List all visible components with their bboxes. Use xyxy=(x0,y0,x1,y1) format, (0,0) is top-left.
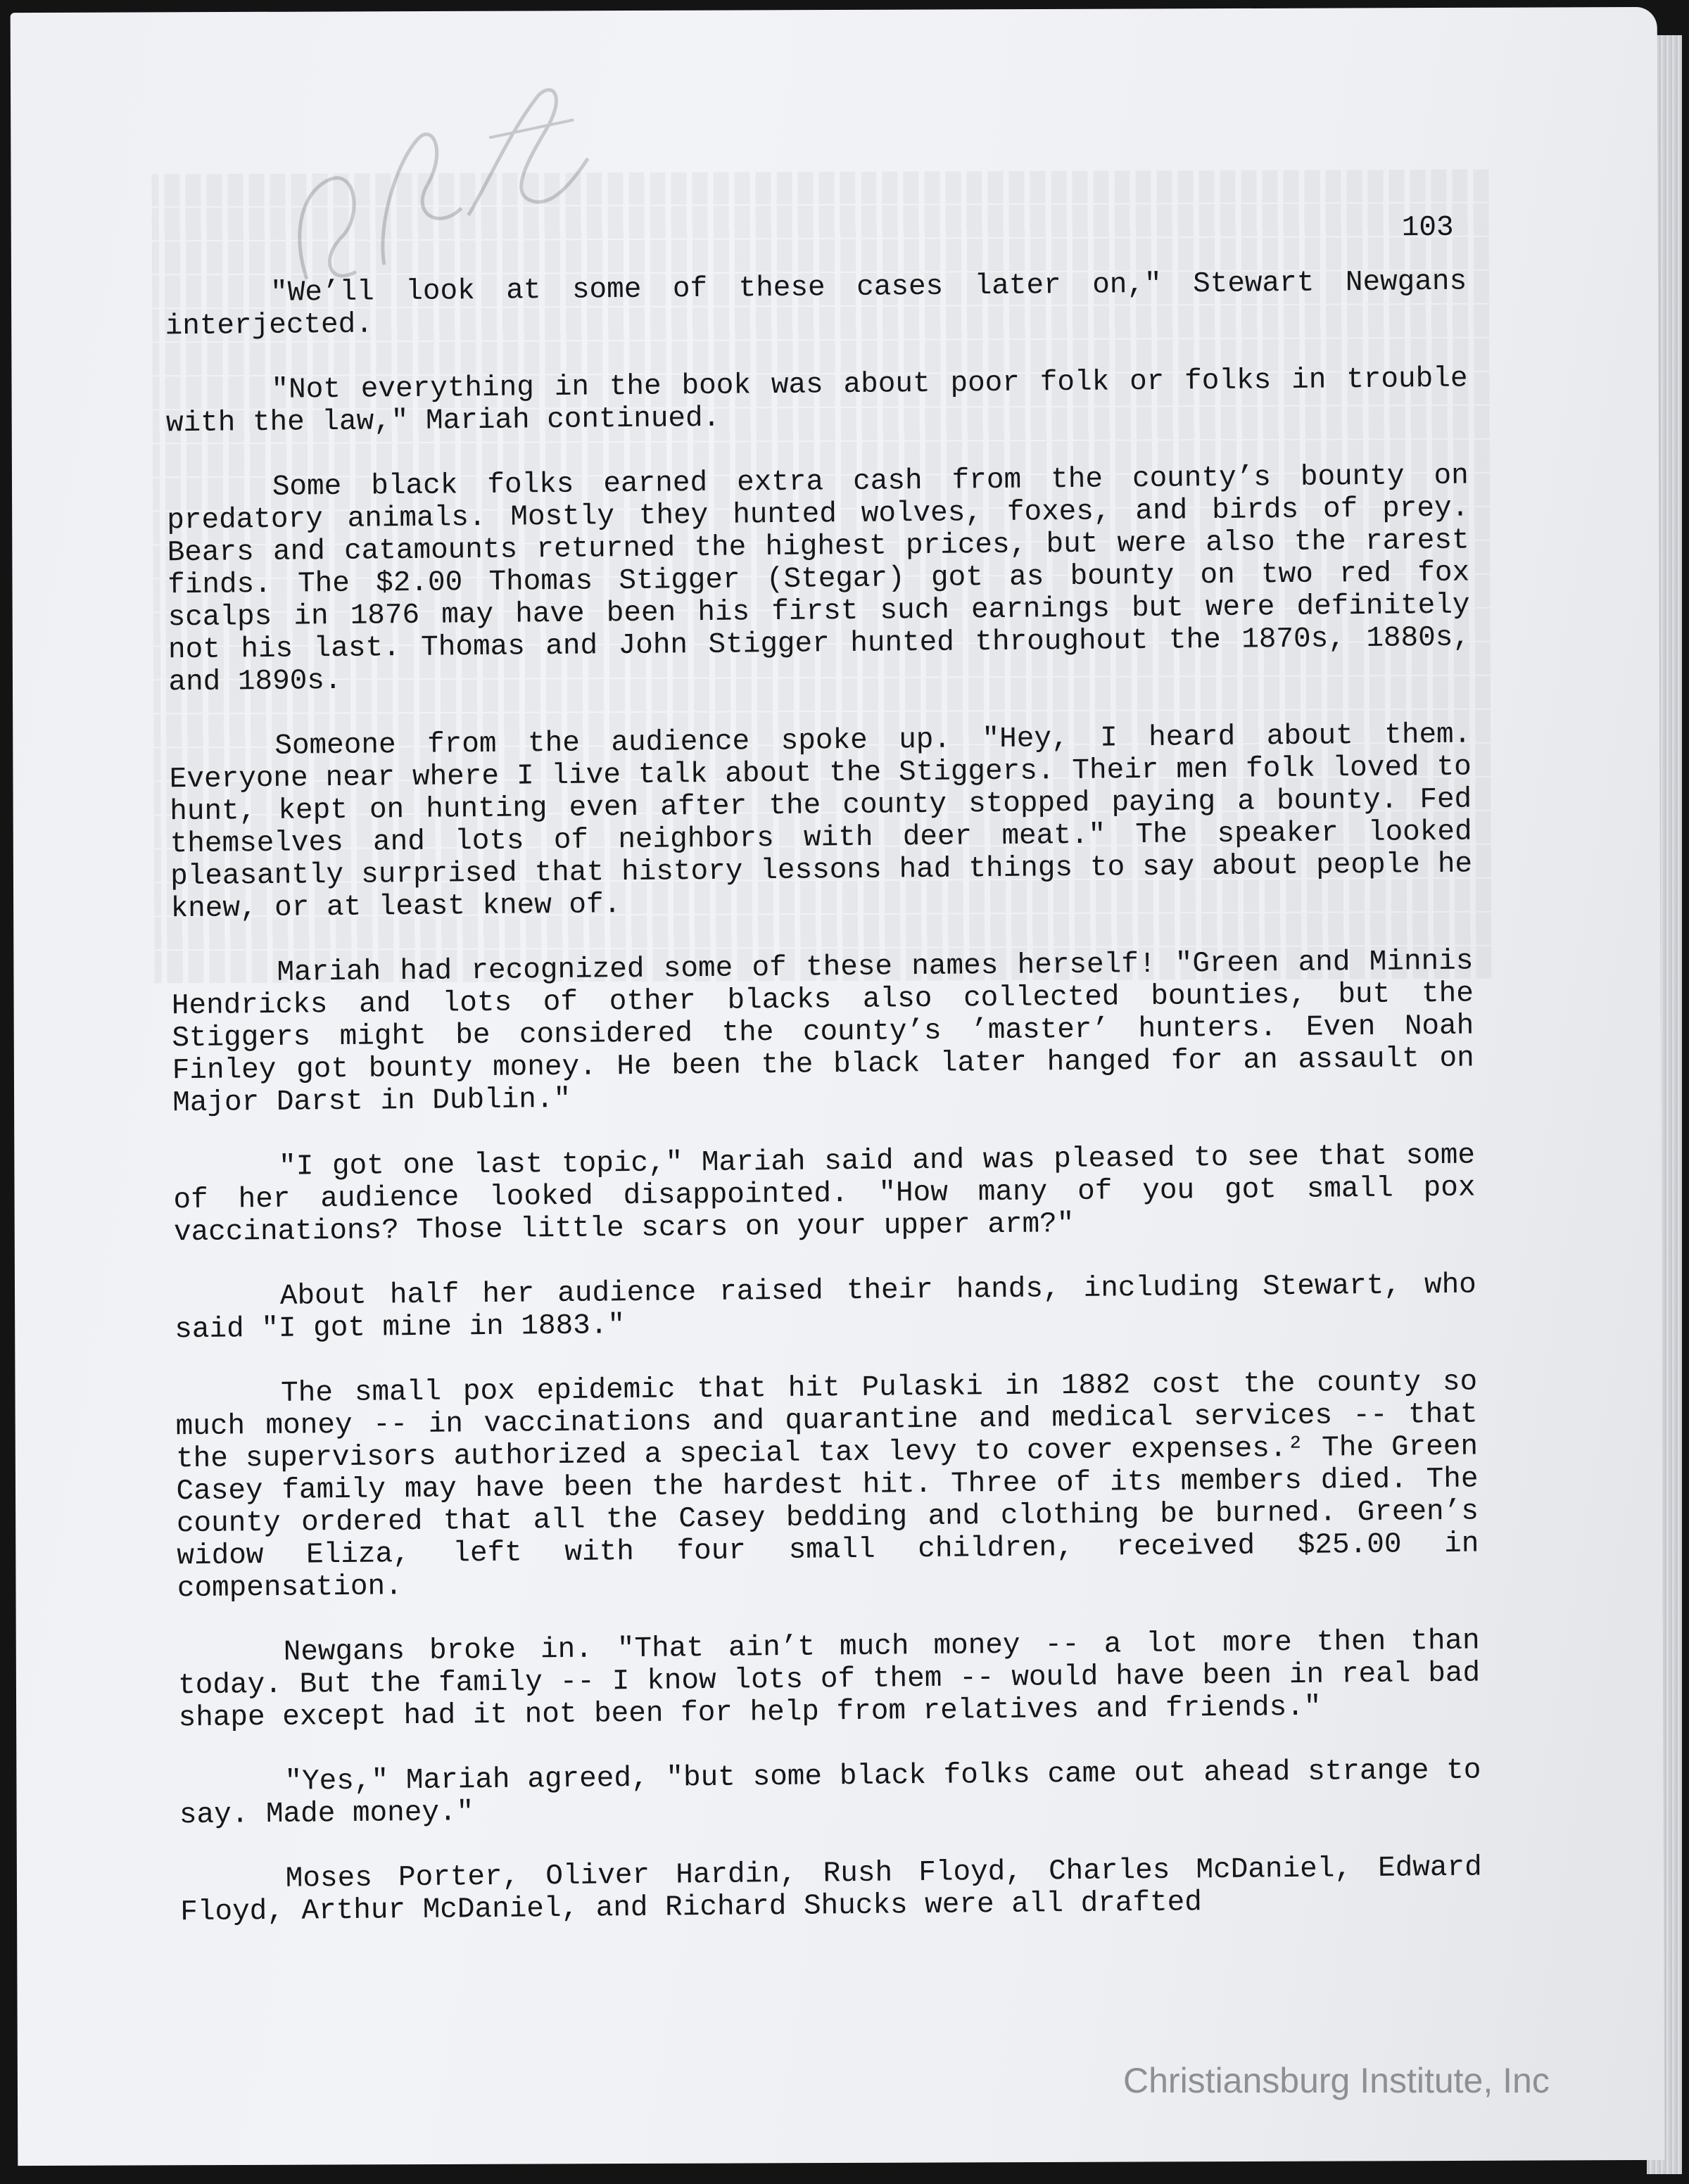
paragraph: Some black folks earned extra cash from the county’s bounty on predatory animals. Mostly they hunted wolves, foxes, and birds of prey. Bears and catamounts returned the highest prices, but were also the rarest finds. The $2.00 Thomas Stigger (Stegar) got as bounty on two red fox scalps in 1876 may have been his first such earnings but were definitely not his last. Thomas and John Stigger hunted throughout the 1870s, 1880s, and 1890s. xyxy=(167,459,1471,699)
paragraph: The small pox epidemic that hit Pulaski in 1882 cost the county so much money -- in vaccinations and quarantine and medical services -- that the supervisors authorized a special tax levy to cover expenses.² The Green Casey family may have been the hardest hit. Three of its members died. The county ordered that all the Casey bedding and clothing be burned. Green’s widow Eliza, left with four small children, received $25.00 in compensation. xyxy=(175,1366,1479,1606)
paragraph: "Yes," Mariah agreed, "but some black folks came out ahead strange to say. Made money." xyxy=(179,1754,1481,1832)
book-page xyxy=(11,7,1665,2166)
handwritten-signature xyxy=(278,53,609,307)
paragraph: "Not everything in the book was about poor folk or folks in trouble with the law," Mariah continued. xyxy=(165,362,1468,440)
body-text xyxy=(165,266,1482,1929)
paragraph: Moses Porter, Oliver Hardin, Rush Floyd, Charles McDaniel, Edward Floyd, Arthur McDaniel, and Richard Shucks were all drafted xyxy=(180,1851,1482,1929)
paragraph: Mariah had recognized some of these names herself! "Green and Minnis Hendricks and lots of other blacks also collected bounties, but the Stiggers might be considered the county’s ’master’ hunters. Even Noah Finley got bounty money. He been the black later hanged for an assault on Major Darst in Dublin." xyxy=(171,945,1474,1120)
page-number: 103 xyxy=(1401,211,1454,245)
paragraph: "I got one last topic," Mariah said and was pleased to see that some of her audience looked disappointed. "How many of you got small pox vaccinations? Those little scars on your upper arm?" xyxy=(173,1139,1476,1250)
paragraph: Someone from the audience spoke up. "Hey, I heard about them. Everyone near where I live talk about the Stiggers. Their men folk loved to hunt, kept on hunting even after the county stopped paying a bounty. Fed themselves and lots of neighbors with deer meat." The speaker looked pleasantly surprised that history lessons had things to say about people he knew, or at least knew of. xyxy=(169,718,1473,926)
paragraph: About half her audience raised their hands, including Stewart, who said "I got mine in 1883." xyxy=(175,1269,1477,1347)
watermark: Christiansburg Institute, Inc xyxy=(1123,2061,1550,2100)
paragraph: "We’ll look at some of these cases later on," Stewart Newgans interjected. xyxy=(165,265,1467,343)
paragraph: Newgans broke in. "That ain’t much money -- a lot more then than today. But the family -- I know lots of them -- would have been in real bad shape except had it not been for help from relatives and friends." xyxy=(177,1625,1481,1735)
